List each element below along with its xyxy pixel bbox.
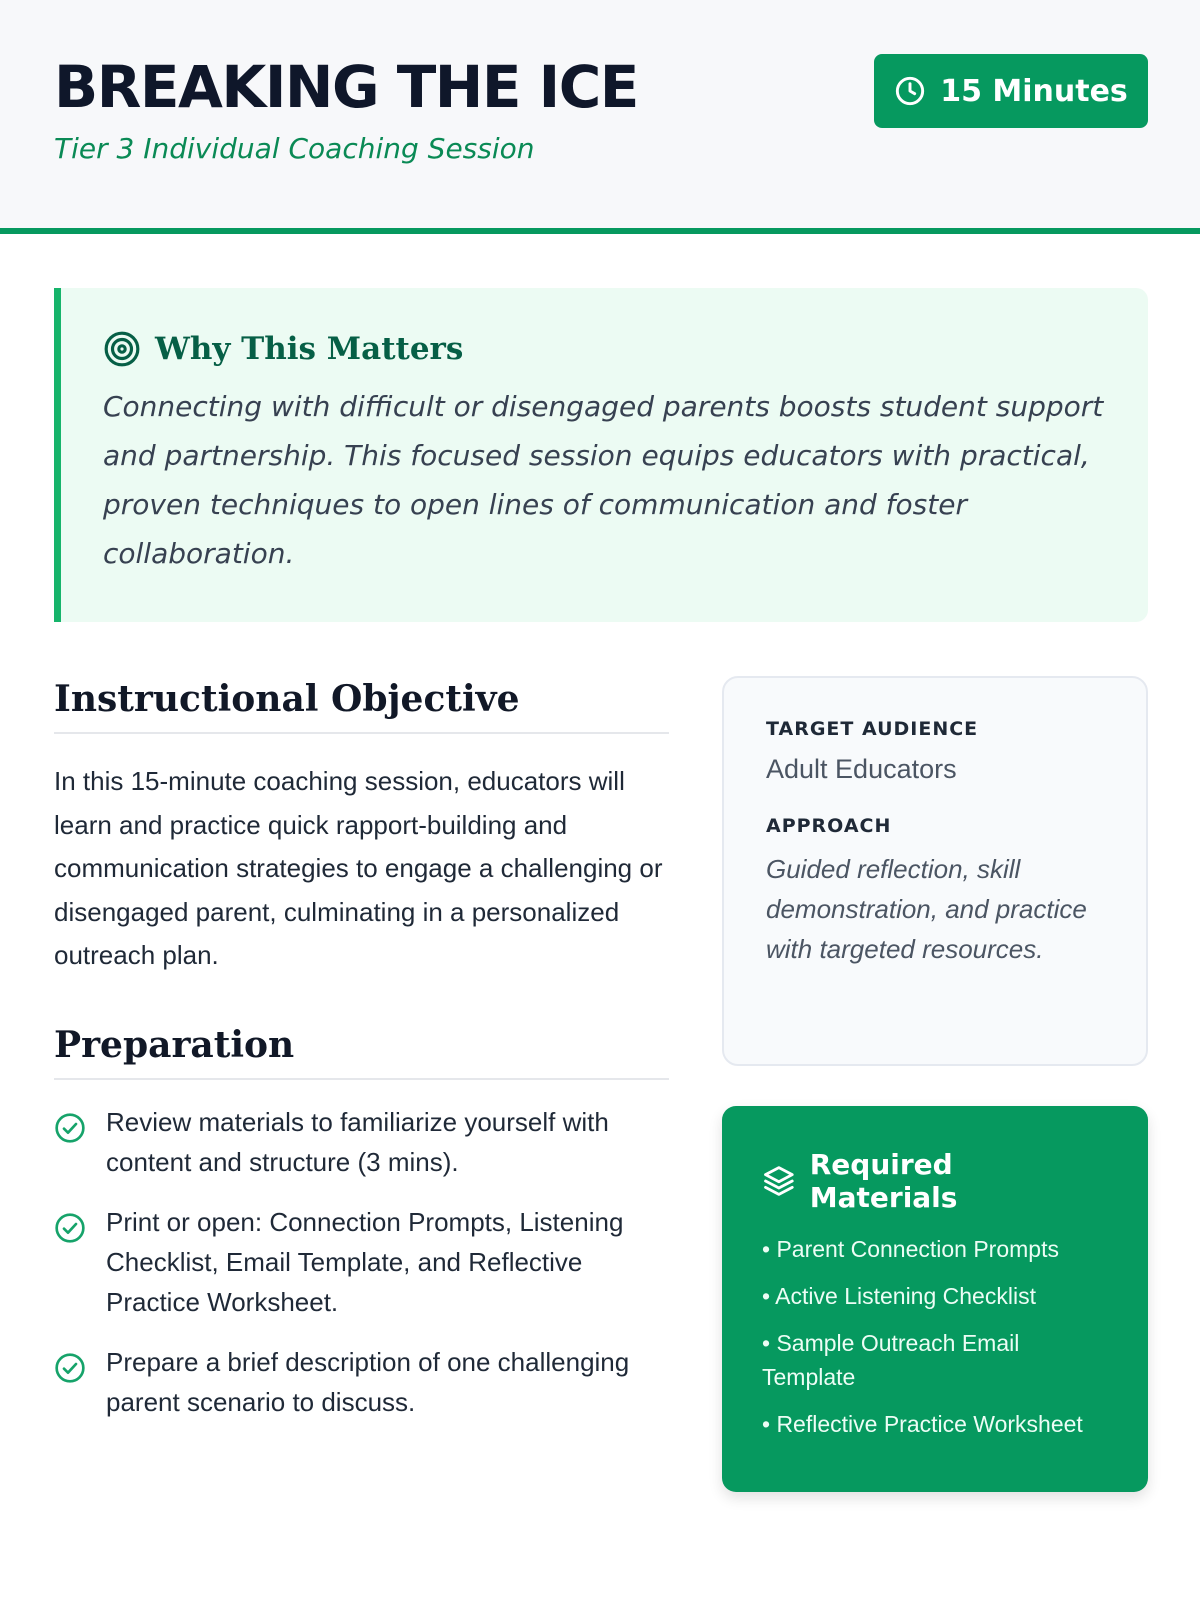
list-item: • Parent Connection Prompts: [762, 1236, 1059, 1262]
page-header: [0, 0, 1200, 234]
preparation-section: [54, 1024, 669, 1422]
audience-label: TARGET AUDIENCE: [766, 718, 979, 740]
why-title: Why This Matters: [155, 331, 464, 367]
list-item: [54, 1202, 669, 1322]
why-heading: [103, 330, 1108, 368]
duration-badge: [874, 54, 1148, 128]
objective-text: In this 15-minute coaching session, educators will learn and practice quick rapport-building and communication strategies to engage a challenging or disengaged parent, culminating in a personalized outreach plan.: [54, 766, 663, 970]
objective-section: [54, 678, 669, 978]
page-title: BREAKING THE ICE: [54, 53, 638, 121]
objective-title: Instructional Objective: [54, 678, 669, 734]
approach-value: Guided reflection, skill demonstration, and practice with targeted resources.: [766, 854, 1087, 964]
audience-value: Adult Educators: [766, 754, 957, 784]
left-column: [54, 678, 669, 1442]
materials-heading: [762, 1148, 1108, 1214]
list-item: [54, 1102, 669, 1182]
approach-label: APPROACH: [766, 815, 892, 837]
preparation-item-text: Prepare a brief description of one challenging parent scenario to discuss.: [106, 1346, 630, 1417]
page-subtitle: Tier 3 Individual Coaching Session: [54, 132, 535, 165]
list-item: • Active Listening Checklist: [762, 1283, 1036, 1309]
preparation-title: Preparation: [54, 1024, 669, 1080]
preparation-item-text: Print or open: Connection Prompts, Listening Checklist, Email Template, and Reflective Practice Worksheet.: [106, 1206, 624, 1317]
why-text: Connecting with difficult or disengaged parents boosts student support and partnership. This focused session equips educators with practical, proven techniques to open lines of communication and foster collaboration.: [103, 390, 1104, 570]
clock-icon: [894, 75, 926, 107]
target-icon: [103, 330, 141, 368]
why-this-matters-callout: [54, 288, 1148, 622]
layers-icon: [762, 1164, 796, 1198]
preparation-item-text: Review materials to familiarize yourself with content and structure (3 mins).: [106, 1106, 609, 1177]
list-item: • Sample Outreach Email Template: [762, 1330, 1020, 1390]
materials-list: [762, 1232, 1108, 1441]
check-circle-icon: [54, 1112, 86, 1144]
session-info-card: [722, 676, 1148, 1066]
duration-text: 15 Minutes: [940, 73, 1128, 109]
list-item: • Reflective Practice Worksheet: [762, 1411, 1083, 1437]
materials-title: Required Materials: [809, 1148, 958, 1214]
preparation-list: [54, 1102, 669, 1422]
check-circle-icon: [54, 1352, 86, 1384]
required-materials-card: [722, 1106, 1148, 1492]
check-circle-icon: [54, 1212, 86, 1244]
list-item: [54, 1342, 669, 1422]
